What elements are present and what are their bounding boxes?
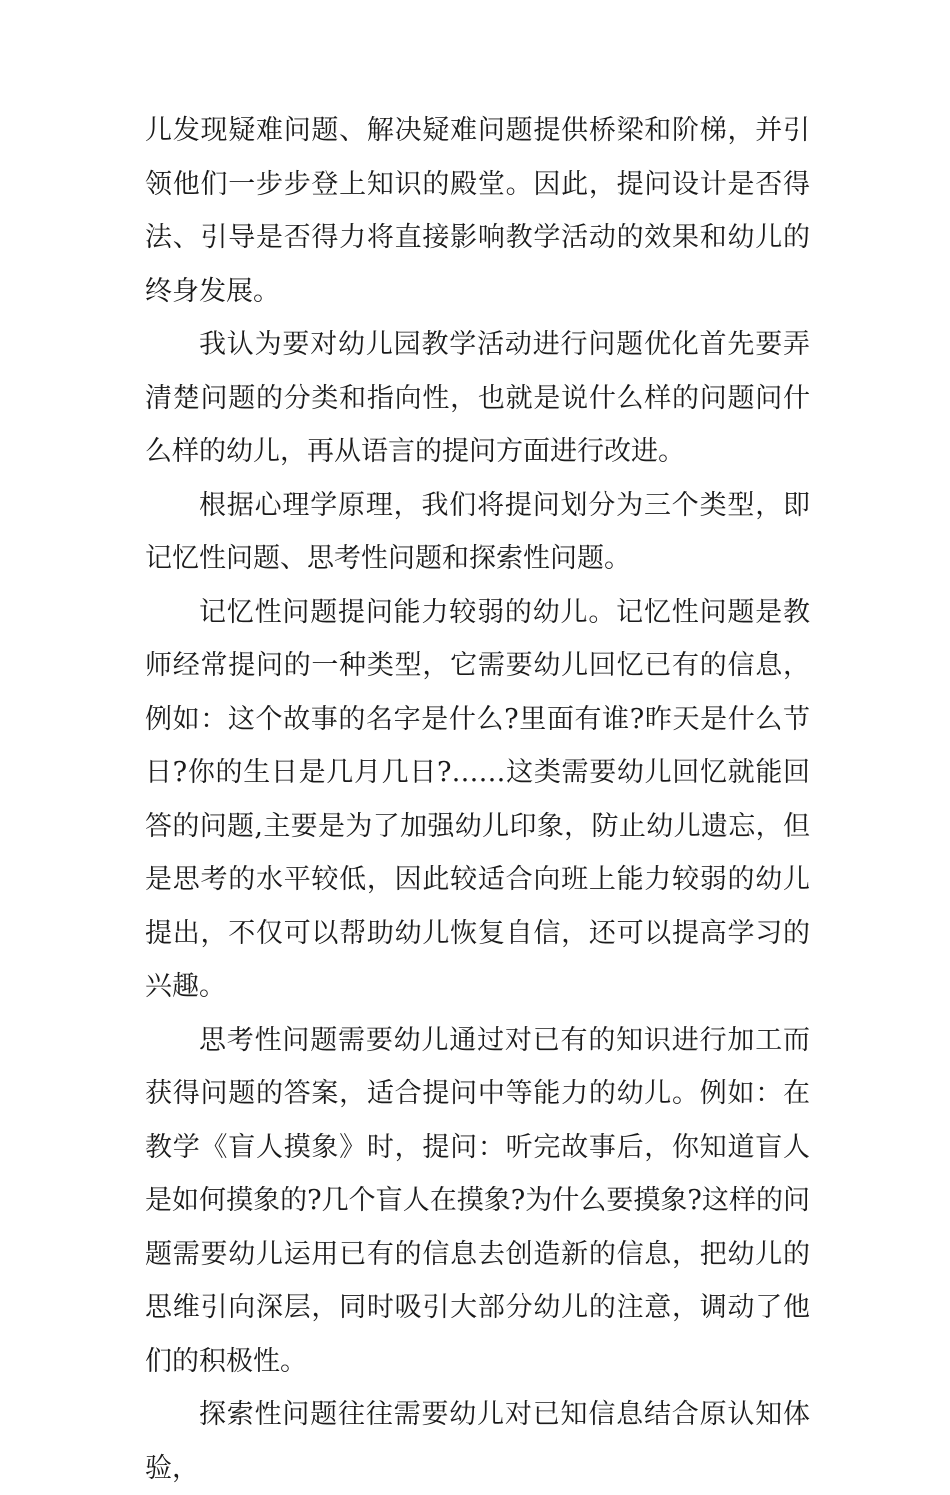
paragraph-6: 探索性问题往往需要幼儿对已知信息结合原认知体验，	[145, 1399, 810, 1484]
paragraph-4: 记忆性问题提问能力较弱的幼儿。记忆性问题是教师经常提问的一种类型，它需要幼儿回忆已有的信息，例如：这个故事的名字是什么?里面有谁?昨天是什么节日?你的生日是几月几日?……这类需要幼儿回忆就能回答的问题,主要是为了加强幼儿印象，防止幼儿遗忘，但是思考的水平较低，因此较适合向班上能力较弱的幼儿提出，不仅可以帮助幼儿恢复自信，还可以提高学习的兴趣。	[145, 596, 810, 1002]
paragraph-2: 我认为要对幼儿园教学活动进行问题优化首先要弄清楚问题的分类和指向性，也就是说什么样的问题问什么样的幼儿，再从语言的提问方面进行改进。	[145, 329, 810, 467]
paragraph-5: 思考性问题需要幼儿通过对已有的知识进行加工而获得问题的答案，适合提问中等能力的幼儿。例如：在教学《盲人摸象》时，提问：听完故事后，你知道盲人是如何摸象的?几个盲人在摸象?为什么要摸象?这样的问题需要幼儿运用已有的信息去创造新的信息，把幼儿的思维引向深层，同时吸引大部分幼儿的注意，调动了他们的积极性。	[145, 1024, 810, 1377]
paragraph-1: 儿发现疑难问题、解决疑难问题提供桥梁和阶梯，并引领他们一步步登上知识的殿堂。因此，提问设计是否得法、引导是否得力将直接影响教学活动的效果和幼儿的终身发展。	[145, 115, 810, 307]
paragraph-3: 根据心理学原理，我们将提问划分为三个类型，即记忆性问题、思考性问题和探索性问题。	[145, 489, 810, 574]
document-body	[145, 104, 810, 1495]
